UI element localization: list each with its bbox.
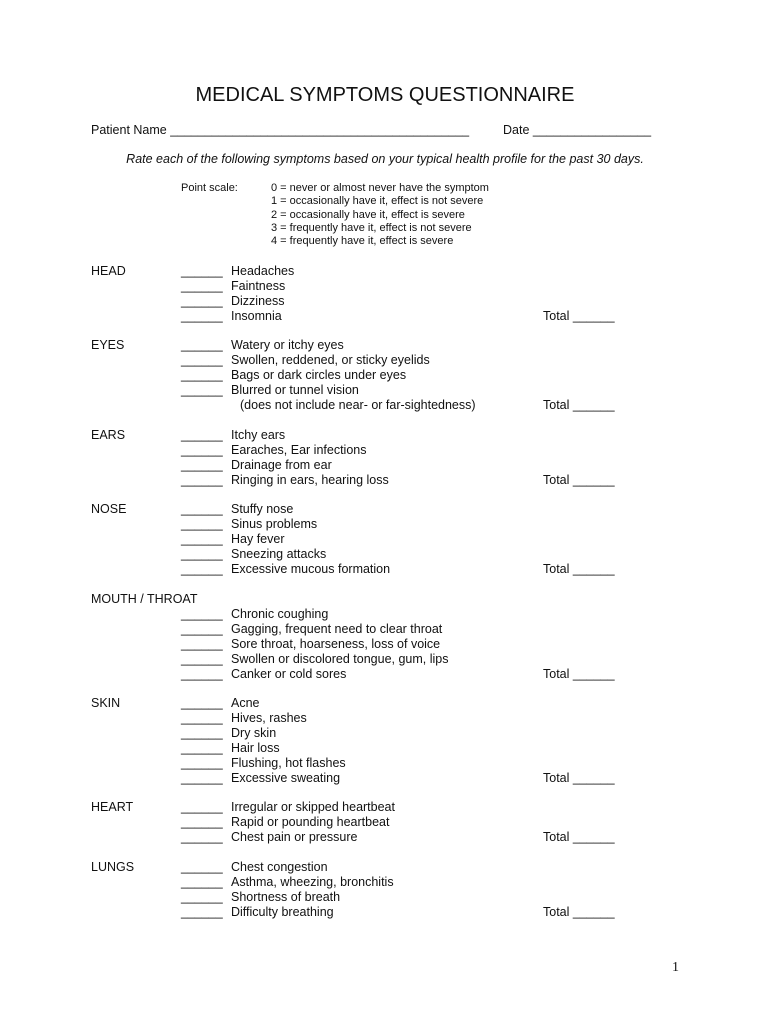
symptom-label: Irregular or skipped heartbeat xyxy=(231,800,395,814)
rating-blank[interactable]: ______ xyxy=(181,531,223,546)
symptom-row xyxy=(181,367,407,382)
symptom-row xyxy=(181,428,286,442)
symptom-row xyxy=(181,889,341,904)
scale-item: 4 = frequently have it, effect is severe xyxy=(271,235,454,248)
section-name: EYES xyxy=(91,338,125,352)
symptom-label: Hives, rashes xyxy=(231,710,307,725)
rating-blank[interactable]: ______ xyxy=(181,264,223,278)
symptom-label: Excessive sweating xyxy=(231,770,341,785)
symptom-row xyxy=(181,860,328,874)
symptom-row xyxy=(181,740,280,755)
rating-blank[interactable]: ______ xyxy=(181,636,223,651)
symptom-label: Hay fever xyxy=(231,531,285,546)
scale-item: 2 = occasionally have it, effect is severe xyxy=(271,208,465,221)
scale-item: 0 = never or almost never have the symptom xyxy=(271,182,489,194)
symptom-label: Earaches, Ear infections xyxy=(231,442,367,457)
symptom-row xyxy=(181,710,307,725)
symptom-label: Chest pain or pressure xyxy=(231,829,358,844)
date-field[interactable]: Date _________________ xyxy=(503,123,652,137)
rating-blank[interactable]: ______ xyxy=(181,457,223,472)
instructions: Rate each of the following symptoms based on your typical health profile for the past 30 days. xyxy=(126,152,644,166)
section-name: NOSE xyxy=(91,502,127,516)
rating-blank[interactable]: ______ xyxy=(181,293,223,308)
rating-blank[interactable]: ______ xyxy=(181,666,223,681)
symptom-row xyxy=(181,800,395,814)
symptom-row xyxy=(181,338,344,352)
symptom-row xyxy=(181,308,282,323)
symptom-row xyxy=(181,755,346,770)
symptom-label: Canker or cold sores xyxy=(231,666,347,681)
symptom-label: Stuffy nose xyxy=(231,502,294,516)
symptom-label: Swollen or discolored tongue, gum, lips xyxy=(231,651,449,666)
page-number: 1 xyxy=(672,960,679,975)
point-scale-label: Point scale: xyxy=(181,182,238,194)
rating-blank[interactable]: ______ xyxy=(181,472,223,487)
rating-blank[interactable]: ______ xyxy=(181,904,223,919)
symptom-row xyxy=(181,516,318,531)
symptom-label: Chronic coughing xyxy=(231,606,329,621)
symptom-row xyxy=(181,874,394,889)
symptom-label: Watery or itchy eyes xyxy=(231,338,344,352)
section-total[interactable]: Total ______ xyxy=(543,561,615,576)
symptom-label: Headaches xyxy=(231,264,295,278)
symptom-label: Excessive mucous formation xyxy=(231,561,391,576)
symptom-row xyxy=(181,264,295,278)
symptom-row xyxy=(181,651,449,666)
scale-item: 3 = frequently have it, effect is not severe xyxy=(271,221,472,234)
symptom-label: Sinus problems xyxy=(231,516,318,531)
rating-blank[interactable]: ______ xyxy=(181,860,223,874)
section-name: HEART xyxy=(91,800,134,814)
symptom-row xyxy=(181,725,277,740)
symptom-row xyxy=(181,293,285,308)
symptom-label: Flushing, hot flashes xyxy=(231,755,346,770)
rating-blank[interactable]: ______ xyxy=(181,338,223,352)
rating-blank[interactable]: ______ xyxy=(181,889,223,904)
symptom-label: Swollen, reddened, or sticky eyelids xyxy=(231,352,430,367)
symptom-label: Shortness of breath xyxy=(231,889,341,904)
rating-blank[interactable]: ______ xyxy=(181,874,223,889)
rating-blank[interactable]: ______ xyxy=(181,606,223,621)
section-total[interactable]: Total ______ xyxy=(543,397,615,412)
symptom-row xyxy=(181,442,367,457)
symptom-label: Bags or dark circles under eyes xyxy=(231,367,407,382)
rating-blank[interactable]: ______ xyxy=(181,546,223,561)
symptom-row xyxy=(181,561,391,576)
symptom-row xyxy=(181,278,286,293)
symptom-row xyxy=(181,829,358,844)
section-name: MOUTH / THROAT xyxy=(91,592,198,606)
point-scale-list xyxy=(271,182,489,248)
section-name: HEAD xyxy=(91,264,126,278)
scale-item: 1 = occasionally have it, effect is not severe xyxy=(271,195,484,208)
symptom-label: Difficulty breathing xyxy=(231,904,334,919)
symptom-row xyxy=(181,457,332,472)
symptom-label: Chest congestion xyxy=(231,860,328,874)
rating-blank[interactable]: ______ xyxy=(181,428,223,442)
symptom-label: Dizziness xyxy=(231,293,285,308)
symptom-label: Drainage from ear xyxy=(231,457,332,472)
rating-blank[interactable]: ______ xyxy=(181,382,223,397)
section-name: EARS xyxy=(91,428,126,442)
symptom-label: Hair loss xyxy=(231,740,280,755)
rating-blank[interactable]: ______ xyxy=(181,770,223,785)
rating-blank[interactable]: ______ xyxy=(181,814,223,829)
rating-blank[interactable]: ______ xyxy=(181,621,223,636)
rating-blank[interactable]: ______ xyxy=(181,561,223,576)
symptom-row xyxy=(181,382,359,397)
symptom-row xyxy=(181,814,390,829)
rating-blank[interactable]: ______ xyxy=(181,725,223,740)
symptom-row xyxy=(181,606,329,621)
symptom-row xyxy=(181,531,285,546)
section-total[interactable]: Total ______ xyxy=(543,472,615,487)
symptom-label: Sneezing attacks xyxy=(231,546,327,561)
patient-name-field[interactable]: Patient Name ___________________________________________ xyxy=(91,123,470,137)
symptom-label: Itchy ears xyxy=(231,428,286,442)
symptom-label: Gagging, frequent need to clear throat xyxy=(231,621,443,636)
section-total[interactable]: Total ______ xyxy=(543,829,615,844)
rating-blank[interactable]: ______ xyxy=(181,308,223,323)
page-title: MEDICAL SYMPTOMS QUESTIONNAIRE xyxy=(195,84,575,106)
rating-blank[interactable]: ______ xyxy=(181,516,223,531)
symptom-row xyxy=(181,636,441,651)
rating-blank[interactable]: ______ xyxy=(181,651,223,666)
rating-blank[interactable]: ______ xyxy=(181,696,223,710)
rating-blank[interactable]: ______ xyxy=(181,352,223,367)
symptom-note: (does not include near- or far-sightedness) xyxy=(240,397,476,412)
section-name: LUNGS xyxy=(91,860,135,874)
symptom-row xyxy=(181,546,327,561)
section-total[interactable]: Total ______ xyxy=(543,308,615,323)
symptom-row xyxy=(181,502,294,516)
symptom-label: Sore throat, hoarseness, loss of voice xyxy=(231,636,441,651)
symptom-label: Acne xyxy=(231,696,260,710)
symptom-row xyxy=(181,472,389,487)
rating-blank[interactable]: ______ xyxy=(181,367,223,382)
rating-blank[interactable]: ______ xyxy=(181,710,223,725)
symptom-label: Dry skin xyxy=(231,725,277,740)
section-name: SKIN xyxy=(91,696,121,710)
rating-blank[interactable]: ______ xyxy=(181,800,223,814)
symptom-row xyxy=(181,666,347,681)
section-total[interactable]: Total ______ xyxy=(543,666,615,681)
symptom-row xyxy=(181,770,341,785)
symptom-row xyxy=(181,352,430,367)
symptom-label: Insomnia xyxy=(231,308,282,323)
rating-blank[interactable]: ______ xyxy=(181,442,223,457)
rating-blank[interactable]: ______ xyxy=(181,829,223,844)
rating-blank[interactable]: ______ xyxy=(181,740,223,755)
section-total[interactable]: Total ______ xyxy=(543,904,615,919)
rating-blank[interactable]: ______ xyxy=(181,755,223,770)
symptom-label: Rapid or pounding heartbeat xyxy=(231,814,390,829)
symptom-label: Blurred or tunnel vision xyxy=(231,382,359,397)
rating-blank[interactable]: ______ xyxy=(181,502,223,516)
symptom-row xyxy=(181,621,443,636)
section-total[interactable]: Total ______ xyxy=(543,770,615,785)
symptom-row xyxy=(181,696,260,710)
symptom-label: Faintness xyxy=(231,278,286,293)
symptom-label: Asthma, wheezing, bronchitis xyxy=(231,874,394,889)
rating-blank[interactable]: ______ xyxy=(181,278,223,293)
symptom-label: Ringing in ears, hearing loss xyxy=(231,472,389,487)
symptom-row xyxy=(181,904,334,919)
